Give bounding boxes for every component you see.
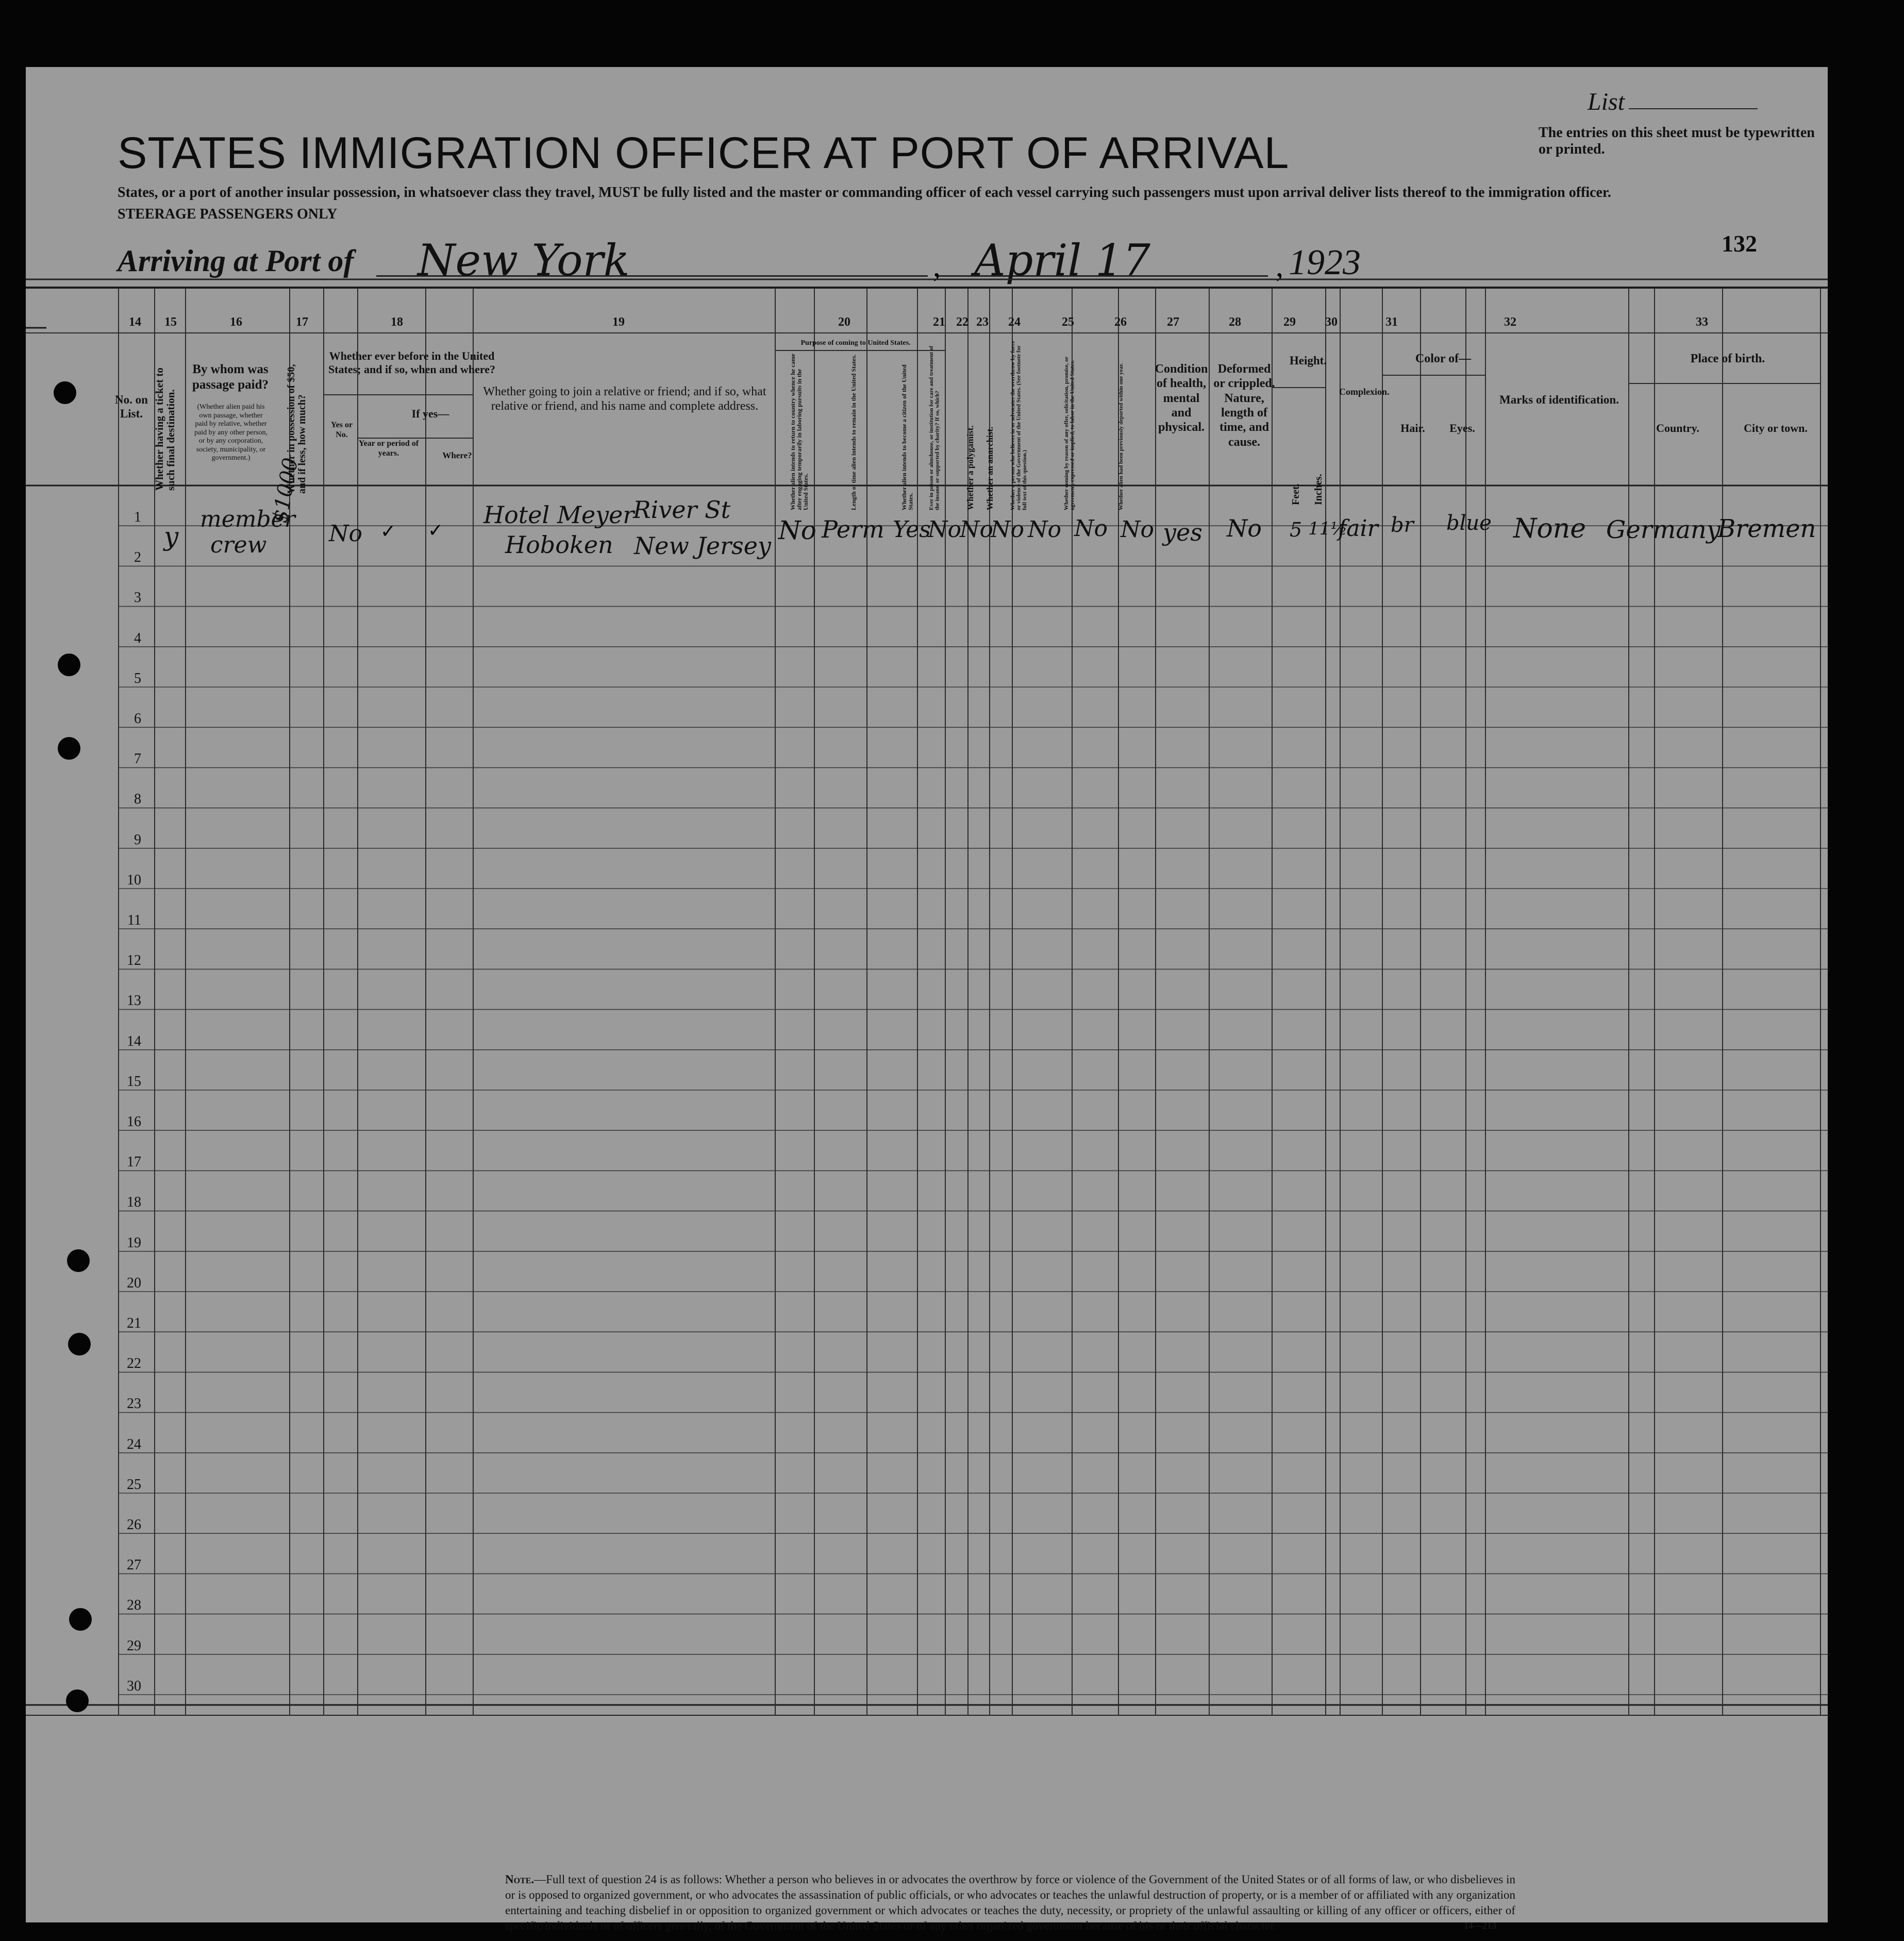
footnote-question-24 [505, 1872, 1515, 1934]
row1-country: Germany [1606, 515, 1721, 544]
row-number: 12 [127, 952, 141, 969]
row-number: 16 [127, 1114, 141, 1130]
footnote-label: Note. [505, 1873, 535, 1886]
header-deformed: Deformed or crippled. Nature, length of time, and cause. [1213, 362, 1275, 449]
col-number-29: 29 [1283, 315, 1296, 329]
row1-marks: None [1513, 513, 1586, 544]
comma: , [933, 249, 941, 283]
row1-before-us: No [329, 521, 362, 547]
row-number: 10 [127, 872, 141, 888]
col-number-31: 31 [1385, 315, 1398, 329]
row1-eyes: blue [1446, 511, 1492, 535]
page-title: STATES IMMIGRATION OFFICER AT PORT OF ARRIVAL [118, 128, 1290, 178]
row1-inches: 11½ [1308, 518, 1348, 539]
header-hair: Hair. [1400, 422, 1425, 434]
header-height: Height. [1289, 354, 1327, 367]
sheet-number: 132 [1722, 230, 1757, 257]
header-citizen-intent: Whether alien intends to become a citizen of the United States. [900, 364, 914, 510]
col-number-15: 15 [164, 315, 177, 329]
row-number: 2 [134, 549, 141, 566]
row1-deported: No [1121, 516, 1154, 543]
row1-city: Bremen [1717, 514, 1816, 543]
header-eyes: Eyes. [1449, 422, 1475, 434]
row-number: 7 [134, 751, 141, 767]
header-list-number: No. on List. [115, 393, 148, 421]
row1-polygamist: No [960, 516, 993, 543]
header-feet: Feet. [1290, 483, 1301, 505]
row1-complexion: fair [1338, 515, 1378, 542]
row-number: 19 [127, 1234, 141, 1251]
col-number-23: 23 [976, 315, 989, 329]
header-passage-paid-note: (Whether alien paid his own passage, whether paid by relative, whether paid by any other person, or by any corporation, society, municipality, or government.) [194, 403, 268, 462]
header-where: Where? [442, 450, 472, 460]
header-passage-paid: By whom was passage paid? [192, 362, 269, 392]
col-number-26: 26 [1114, 315, 1127, 329]
header-color-of: Color of— [1415, 352, 1472, 365]
row1-passage-line2: crew [210, 532, 267, 558]
header-join-relative: Whether going to join a relative or friend; and if so, what relative or friend, and his name and complete address. [483, 385, 766, 413]
header-length-stay: Length of time alien intends to remain in the United States. [850, 354, 857, 510]
header-anarchist: Whether an anarchist. [985, 426, 995, 510]
binder-hole [54, 381, 76, 404]
row1-passage-line1: member [200, 506, 295, 532]
header-return-intent: Whether alien intends to return to country whence he came after engaging temporarily in laboring pursuits in the United States. [789, 354, 810, 510]
row-number: 6 [134, 711, 141, 727]
header-labor-offer: Whether coming by reason of any offer, solicitation, promise, or agreement, expressed or implied, to labor in the United States. [1063, 356, 1076, 510]
row1-return-intent: No [778, 515, 816, 545]
row1-deformed: No [1227, 514, 1262, 542]
row-number: 14 [127, 1033, 141, 1049]
footnote-text: —Full text of question 24 is as follows: Whether a person who believes in or advocates the overthrow by force or violence of the Government of the United States or of all forms of law, or who disbelieves in or is opposed to organized government, or who advocates the assassination of public officials, or who advocates or teaches the unlawful destruction of property, or is a member of or affiliated with any organization entertaining and teaching disbelief in or opposition to organized government or which advocates or teaches the duty, necessity, or propriety of the unlawful assaulting or killing of any officer or officers, either of specific individuals or of officers generally, of the Government of the United States or of any other organized government because of his or their official character. [505, 1873, 1515, 1932]
row-number: 23 [127, 1396, 141, 1412]
binder-hole [68, 1333, 91, 1356]
col-number-18: 18 [391, 315, 403, 329]
row-number: 24 [127, 1436, 141, 1452]
col-number-30: 30 [1325, 315, 1338, 329]
row1-join-line1b: River St [633, 496, 731, 524]
row-number: 5 [134, 670, 141, 687]
row-number: 8 [134, 791, 141, 808]
row-number: 1 [134, 509, 141, 525]
col-number-28: 28 [1229, 315, 1241, 329]
row-number: 15 [127, 1073, 141, 1090]
col-number-33: 33 [1696, 315, 1708, 329]
header-prison: Ever in prison or almshouse, or institution for care and treatment of the insane, or supported by charity? If so, which? [928, 346, 941, 510]
arriving-label: Arriving at Port of [118, 244, 354, 278]
row-number: 3 [134, 590, 141, 606]
col-number-24: 24 [1008, 315, 1021, 329]
row-number: 29 [127, 1637, 141, 1654]
row1-join-line2b: New Jersey [634, 532, 771, 560]
row1-length-stay: Perm [822, 515, 884, 543]
col-number-27: 27 [1167, 315, 1179, 329]
row-number: 22 [127, 1356, 141, 1372]
row-number: 28 [127, 1597, 141, 1614]
form-number: 14—213 [1464, 1920, 1496, 1931]
col-number-25: 25 [1062, 315, 1074, 329]
col-number-20: 20 [838, 315, 850, 329]
header-money: Whether in possession of $50, and if less, how much? [286, 364, 308, 494]
list-label: List [1588, 88, 1625, 115]
row-number: 27 [127, 1557, 141, 1574]
col-number-32: 32 [1504, 315, 1516, 329]
col-number-17: 17 [296, 315, 308, 329]
row-number: 30 [127, 1678, 141, 1694]
steerage-label: STEERAGE PASSENGERS ONLY [118, 206, 338, 222]
arrival-year: 1923 [1289, 243, 1361, 282]
intro-text: States, or a port of another insular possession, in whatsoever class they travel, MUST be fully listed and the master or commanding officer of each vessel carrying such passengers must upon arrival deliver lists thereof to the immigration officer. [118, 185, 1611, 200]
col-number-16: 16 [230, 315, 242, 329]
arrival-port: New York [417, 235, 630, 286]
header-before-in-us: Whether ever before in the United States; and if so, when and where? [328, 349, 496, 376]
header-ticket: Whether having a ticket to such final destination. [153, 367, 177, 491]
col-number-14: 14 [129, 315, 141, 329]
header-if-yes: If yes— [411, 407, 449, 420]
row1-join-line2a: Hoboken [505, 531, 613, 559]
col-number-19: 19 [612, 315, 625, 329]
col-number-22: 22 [956, 315, 968, 329]
row1-join-line1a: Hotel Meyer [483, 501, 634, 529]
manifest-sheet [26, 67, 1828, 1932]
row1-hair: br [1391, 513, 1414, 537]
typewritten-notice: The entries on this sheet must be typewritten or printed. [1539, 125, 1815, 157]
header-city: City or town. [1744, 422, 1808, 434]
header-complexion: Complexion. [1339, 387, 1390, 397]
header-overthrow: Whether a person who believes in or advocates the overthrow by force or violence of the Government of the United States. (See footnote for full text of this question.) [1010, 341, 1028, 510]
row1-overthrow: No [1028, 516, 1061, 543]
row1-citizen-intent: Yes [893, 516, 931, 543]
row-number: 11 [127, 912, 141, 928]
header-inches: Inches. [1313, 474, 1324, 505]
comma: , [1276, 249, 1283, 283]
header-period: Year or period of years. [358, 439, 419, 458]
row1-feet: 5 [1290, 518, 1302, 541]
row-number: 21 [127, 1315, 141, 1331]
header-yes-no: Yes or No. [330, 421, 353, 439]
binder-hole [69, 1608, 92, 1631]
header-purpose: Purpose of coming to United States. [800, 339, 911, 347]
row1-ticket: y [164, 522, 179, 551]
header-deported: Whether alien had been previously deported within one year. [1118, 363, 1124, 510]
col-number-21: 21 [933, 315, 945, 329]
binder-hole [58, 654, 80, 676]
header-marks: Marks of identification. [1499, 393, 1619, 406]
row1-labor-offer: No [1074, 515, 1108, 542]
row1-health: yes [1163, 518, 1202, 546]
row1-where-tick: ✓ [428, 520, 444, 541]
arrival-date: April 17 [974, 235, 1150, 286]
row-number: 25 [127, 1476, 141, 1493]
row1-period-tick: ✓ [380, 521, 396, 542]
row1-money: $1000 [268, 456, 303, 525]
header-health: Condition of health, mental and physical. [1155, 362, 1208, 434]
row-number: 4 [134, 630, 141, 646]
row1-anarchist: No [991, 516, 1024, 543]
row1-prison: No [928, 516, 961, 543]
row-number: 18 [127, 1194, 141, 1211]
row-number: 17 [127, 1154, 141, 1170]
row-number: 13 [127, 993, 141, 1009]
row-number: 26 [127, 1517, 141, 1533]
header-polygamist: Whether a polygamist. [965, 425, 975, 510]
binder-hole [66, 1689, 89, 1712]
binder-hole [58, 737, 80, 760]
row-number: 20 [127, 1275, 141, 1291]
row-number: 9 [134, 831, 141, 848]
header-place-of-birth: Place of birth. [1690, 352, 1765, 365]
binder-hole [67, 1249, 90, 1272]
header-country: Country. [1656, 422, 1699, 434]
